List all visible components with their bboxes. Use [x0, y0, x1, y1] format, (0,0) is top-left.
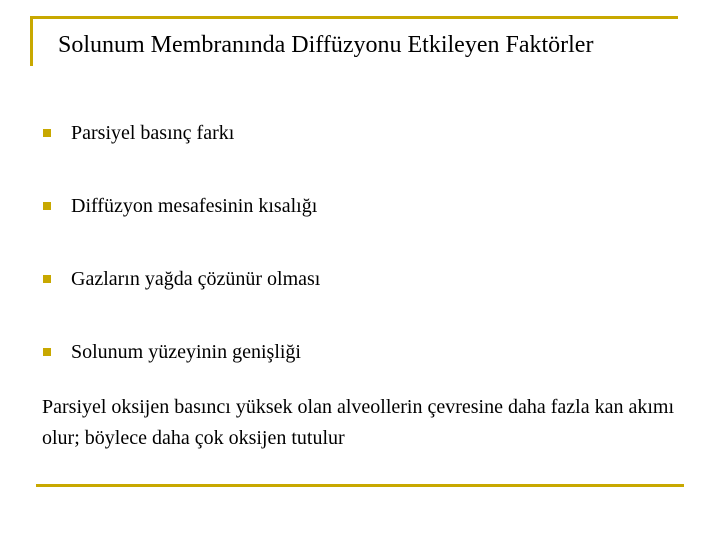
list-item [42, 114, 320, 152]
bullet-text: Parsiyel basınç farkı [71, 122, 235, 144]
bottom-rule [36, 484, 684, 487]
bullet-text: Gazların yağda çözünür olması [71, 268, 321, 290]
list-item [42, 260, 320, 298]
bullet-text: Solunum yüzeyinin genişliği [71, 341, 301, 363]
bullet-list [42, 114, 320, 406]
list-item [42, 333, 320, 371]
title-top-rule [30, 16, 678, 19]
explanation-note: Parsiyel oksijen basıncı yüksek olan alveollerin çevresine daha fazla kan akımı olur; böylece daha çok oksijen tutulur [42, 396, 675, 449]
title-left-rule [30, 16, 33, 66]
square-bullet-icon [43, 275, 51, 283]
square-bullet-icon [43, 202, 51, 210]
slide-title: Solunum Membranında Diffüzyonu Etkileyen Faktörler [58, 32, 594, 58]
square-bullet-icon [43, 129, 51, 137]
bullet-text: Diffüzyon mesafesinin kısalığı [71, 195, 318, 217]
list-item [42, 187, 320, 225]
square-bullet-icon [43, 348, 51, 356]
